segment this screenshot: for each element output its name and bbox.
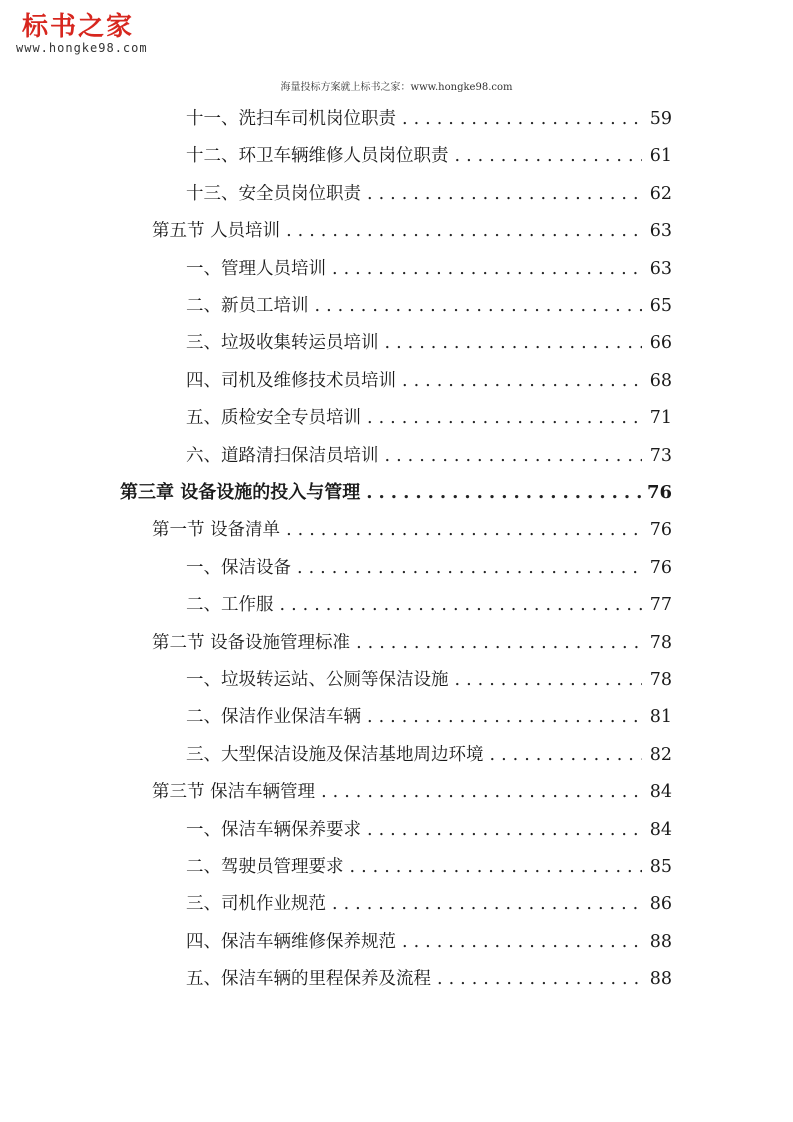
toc-leader-dots	[356, 628, 642, 658]
toc-leader-dots	[332, 889, 642, 919]
toc-leader-dots	[385, 441, 643, 471]
toc-entry-page: 65	[649, 296, 672, 316]
toc-entry[interactable]	[186, 104, 672, 134]
toc-leader-dots	[297, 553, 642, 583]
toc-entry-page: 62	[649, 183, 672, 204]
toc-entry-page: 63	[649, 258, 672, 279]
toc-entry[interactable]	[186, 927, 672, 957]
toc-leader-dots	[367, 403, 642, 433]
toc-entry-label: 第三节 保洁车辆管理	[152, 782, 316, 803]
toc-leader-dots	[402, 927, 642, 957]
header-note: 海量投标方案就上标书之家：www.hongke98.com	[280, 82, 513, 93]
toc-entry[interactable]	[120, 478, 672, 508]
toc-leader-dots	[350, 852, 643, 882]
logo-title: 标书之家	[22, 12, 135, 42]
toc-entry-page: 78	[649, 670, 672, 690]
toc-entry-page: 61	[649, 146, 672, 167]
toc-leader-dots	[367, 815, 642, 845]
toc-entry[interactable]	[186, 254, 672, 284]
toc-entry[interactable]	[186, 665, 672, 695]
logo-url: www.hongke98.com	[16, 41, 148, 55]
toc-entry-label: 一、管理人员培训	[186, 258, 326, 279]
toc-entry[interactable]	[186, 964, 672, 994]
toc-entry[interactable]	[186, 852, 672, 882]
toc-entry[interactable]	[186, 366, 672, 396]
toc-entry[interactable]	[152, 628, 672, 658]
toc-entry-label: 二、驾驶员管理要求	[186, 857, 344, 877]
toc-entry-page: 59	[649, 109, 672, 129]
toc-entry-label: 六、道路清扫保洁员培训	[186, 445, 379, 466]
toc-entry-label: 第一节 设备清单	[152, 520, 281, 541]
toc-entry[interactable]	[186, 815, 672, 845]
toc-entry-label: 第五节 人员培训	[152, 221, 281, 242]
toc-entry-page: 76	[649, 557, 672, 578]
toc-entry-label: 四、保洁车辆维修保养规范	[186, 931, 396, 952]
toc-entry-label: 一、保洁车辆保养要求	[186, 819, 361, 840]
toc-entry-label: 四、司机及维修技术员培训	[186, 370, 396, 391]
toc-leader-dots	[385, 328, 643, 358]
toc-entry-label: 五、保洁车辆的里程保养及流程	[186, 969, 431, 990]
toc-entry[interactable]	[186, 441, 672, 471]
toc-leader-dots	[402, 104, 642, 134]
toc-entry-label: 二、工作服	[186, 595, 274, 616]
toc-leader-dots	[286, 515, 642, 545]
toc-entry-page: 84	[649, 782, 672, 803]
toc-entry-label: 十一、洗扫车司机岗位职责	[186, 109, 396, 129]
toc-entry-page: 81	[649, 707, 672, 728]
toc-leader-dots	[437, 964, 642, 994]
toc-entry-page: 66	[649, 333, 672, 354]
toc-entry-page: 71	[649, 408, 672, 429]
toc-entry-page: 76	[646, 482, 672, 503]
toc-entry-label: 第二节 设备设施管理标准	[152, 632, 351, 653]
toc-leader-dots	[367, 179, 642, 209]
toc-leader-dots	[332, 254, 642, 284]
toc-leader-dots	[315, 291, 643, 321]
toc-entry-page: 86	[649, 894, 672, 915]
toc-leader-dots	[321, 777, 642, 807]
toc-leader-dots	[490, 740, 643, 770]
toc-entry[interactable]	[186, 553, 672, 583]
toc-entry-label: 二、保洁作业保洁车辆	[186, 707, 361, 728]
toc-entry-page: 88	[649, 931, 672, 952]
toc-leader-dots	[367, 702, 642, 732]
toc-entry-page: 82	[649, 744, 672, 765]
toc-entry-page: 68	[649, 370, 672, 391]
toc-entry[interactable]	[186, 590, 672, 620]
toc-entry-label: 第三章 设备设施的投入与管理	[120, 482, 361, 503]
toc-entry-page: 77	[649, 595, 672, 616]
toc-entry[interactable]	[186, 702, 672, 732]
toc-entry-page: 73	[649, 445, 672, 466]
toc-entry[interactable]	[186, 740, 672, 770]
toc-entry-page: 78	[649, 632, 672, 653]
toc-entry-label: 二、新员工培训	[186, 296, 309, 316]
toc-entry-label: 五、质检安全专员培训	[186, 408, 361, 429]
toc-leader-dots	[402, 366, 642, 396]
toc-entry[interactable]	[186, 179, 672, 209]
toc-leader-dots	[366, 478, 642, 508]
toc-leader-dots	[280, 590, 643, 620]
toc-entry-label: 三、垃圾收集转运员培训	[186, 333, 379, 354]
toc-entry-page: 76	[649, 520, 672, 541]
toc-entry[interactable]	[186, 403, 672, 433]
toc-entry-label: 三、大型保洁设施及保洁基地周边环境	[186, 744, 484, 765]
toc-entry[interactable]	[152, 515, 672, 545]
toc-entry-page: 63	[649, 221, 672, 242]
toc-entry[interactable]	[152, 777, 672, 807]
toc-entry[interactable]	[186, 141, 672, 171]
toc-entry-label: 十三、安全员岗位职责	[186, 183, 361, 204]
toc-leader-dots	[455, 141, 643, 171]
toc-leader-dots	[286, 216, 642, 246]
toc-entry-page: 84	[649, 819, 672, 840]
toc-entry[interactable]	[152, 216, 672, 246]
toc-entry[interactable]	[186, 889, 672, 919]
toc-entry-label: 十二、环卫车辆维修人员岗位职责	[186, 146, 449, 167]
toc-entry-label: 一、保洁设备	[186, 557, 291, 578]
toc-entry[interactable]	[186, 328, 672, 358]
site-logo	[8, 4, 178, 60]
toc-entry-label: 三、司机作业规范	[186, 894, 326, 915]
toc-entry-page: 88	[649, 969, 672, 990]
toc-entry-page: 85	[649, 857, 672, 877]
toc-entry-label: 一、垃圾转运站、公厕等保洁设施	[186, 670, 449, 690]
toc-entry[interactable]	[186, 291, 672, 321]
toc-leader-dots	[455, 665, 643, 695]
